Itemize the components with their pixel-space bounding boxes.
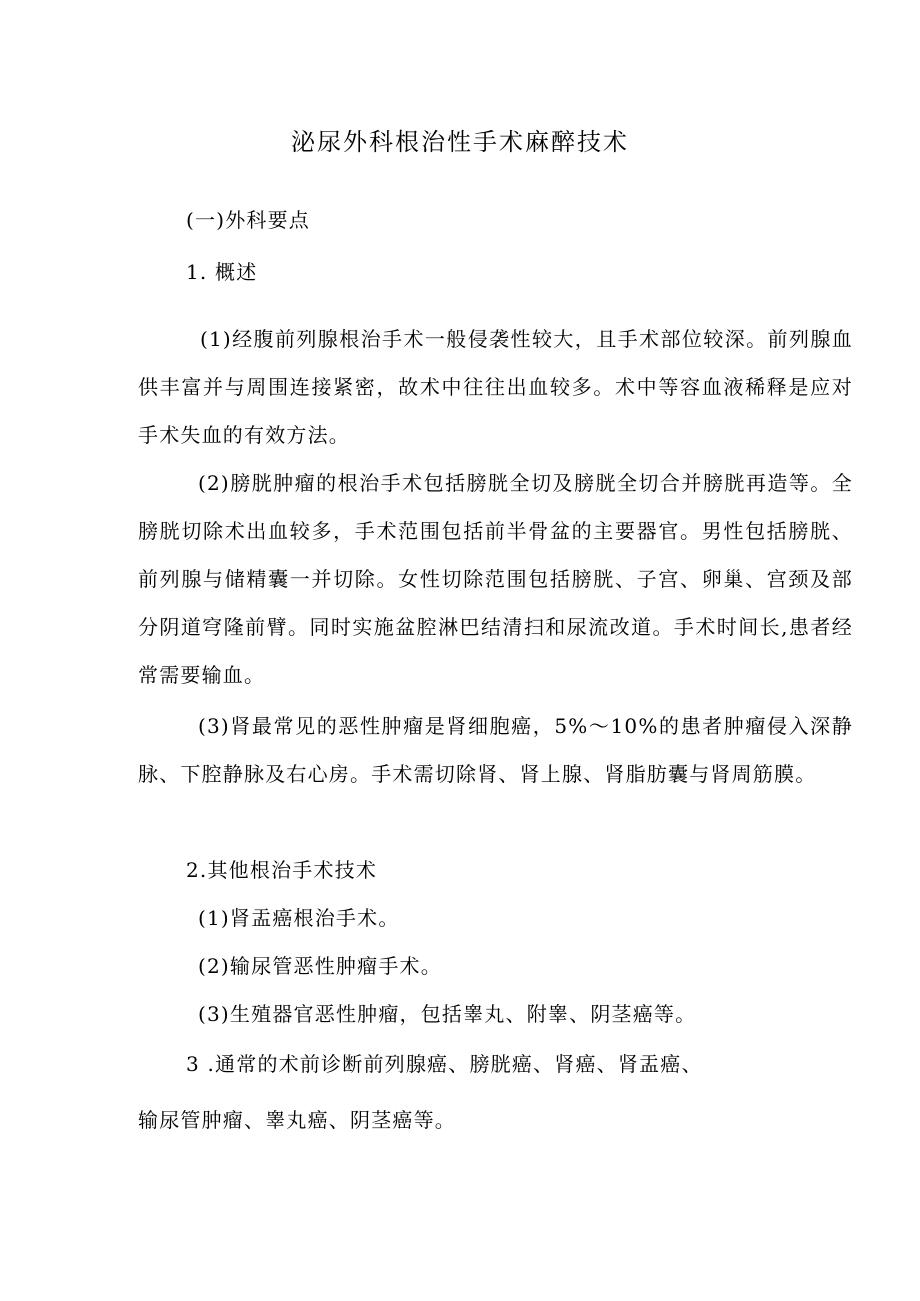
paragraph-prostate: (1)经腹前列腺根治手术一般侵袭性较大，且手术部位较深。前列腺血供丰富并与周围连接紧密，故术中往往出血较多。术中等容血液稀释是应对手术失血的有效方法。 <box>138 327 853 447</box>
list-item-ureter: (2)输尿管恶性肿瘤手术。 <box>198 954 442 978</box>
diagnosis-line-2: 输尿管肿瘤、睾丸癌、阴茎癌等。 <box>138 1108 456 1132</box>
diagnosis-line-1: 3 .通常的术前诊断前列腺癌、膀胱癌、肾癌、肾盂癌、 <box>186 1052 703 1076</box>
document-title: 泌尿外科根治性手术麻醉技术 <box>291 128 629 156</box>
paragraph-bladder: (2)膀胱肿瘤的根治手术包括膀胱全切及膀胱全切合并膀胱再造等。全膀胱切除术出血较多，手术范围包括前半骨盆的主要器官。男性包括膀胱、前列腺与储精囊一并切除。女性切除范围包括膀胱、子宫、卵巢、宫颈及部分阴道穹隆前臂。同时实施盆腔淋巴结清扫和尿流改道。手术时间长,患者经常需要输血。 <box>138 471 853 687</box>
list-item-renal-pelvis: (1)肾盂癌根治手术。 <box>198 906 400 930</box>
subheading-overview: 1. 概述 <box>186 260 258 284</box>
list-item-genital: (3)生殖器官恶性肿瘤，包括睾丸、附睾、阴茎癌等。 <box>198 1002 697 1026</box>
section-heading: (一)外科要点 <box>186 208 311 232</box>
paragraph-kidney: (3)肾最常见的恶性肿瘤是肾细胞癌，5%～10%的患者肿瘤侵入深静脉、下腔静脉及右心房。手术需切除肾、肾上腺、肾脂肪囊与肾周筋膜。 <box>138 714 853 786</box>
subheading-other-techniques: 2.其他根治手术技术 <box>186 858 378 882</box>
